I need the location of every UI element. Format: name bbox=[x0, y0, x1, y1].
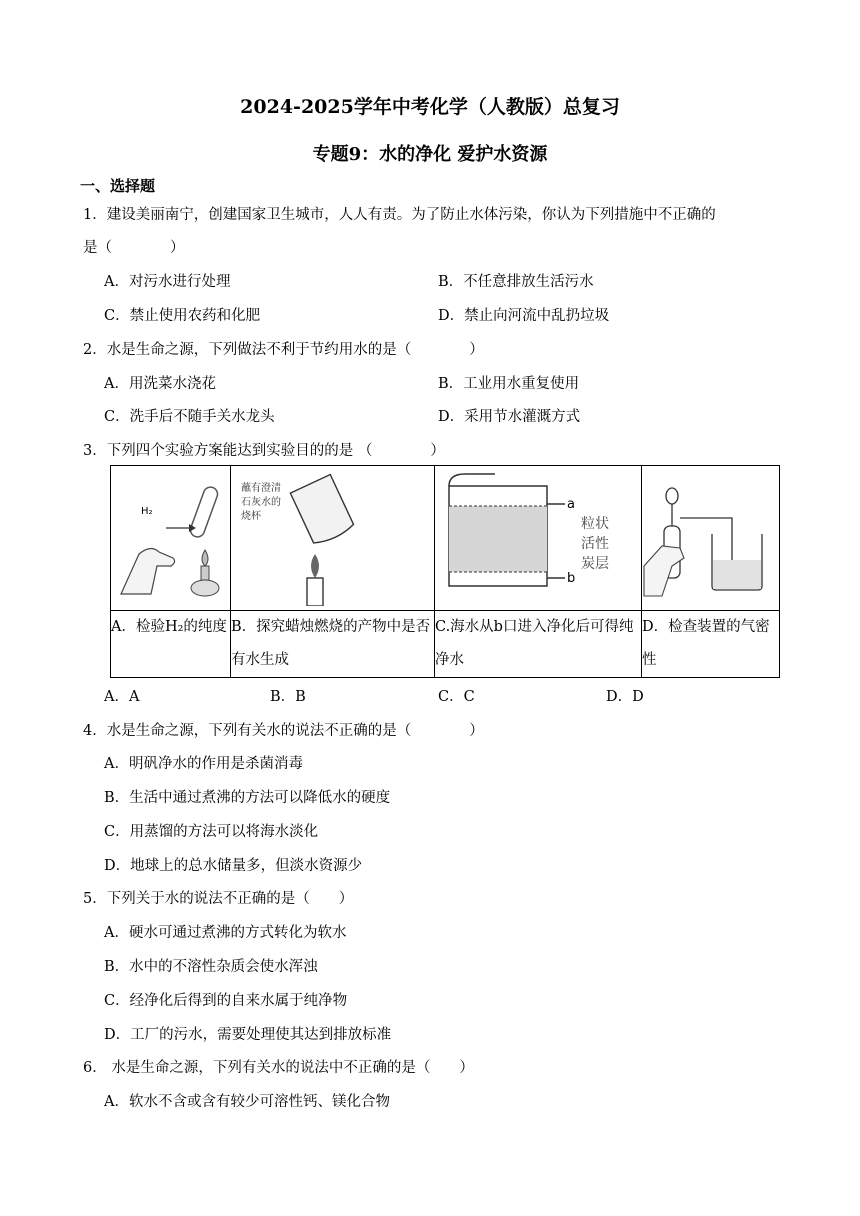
q3-option-d[interactable]: D．D bbox=[606, 689, 644, 705]
q2-option-a[interactable]: A．用洗菜水浇花 bbox=[104, 376, 216, 392]
q3-option-a[interactable]: A．A bbox=[104, 689, 140, 705]
h2-label: H₂ bbox=[141, 506, 153, 517]
carbon-filter-figure bbox=[435, 466, 641, 606]
carbon-label-1: 粒状 bbox=[581, 516, 609, 532]
q5-option-c[interactable]: C．经净化后得到的自来水属于纯净物 bbox=[104, 993, 348, 1009]
q4-option-b[interactable]: B．生活中通过煮沸的方法可以降低水的硬度 bbox=[104, 790, 391, 806]
question-3-text: 3．下列四个实验方案能达到实验目的的是 （ ） bbox=[83, 443, 445, 459]
figure-d-cell bbox=[642, 466, 780, 611]
q1-option-d[interactable]: D．禁止向河流中乱扔垃圾 bbox=[438, 308, 610, 324]
document-title: 2024-2025学年中考化学（人教版）总复习 bbox=[240, 96, 620, 118]
q4-option-c[interactable]: C．用蒸馏的方法可以将海水淡化 bbox=[104, 824, 319, 840]
candle-beaker-figure bbox=[231, 466, 434, 606]
caption-d: D．检查装置的气密性 bbox=[642, 611, 780, 678]
question-1-text-cont: 是（ ） bbox=[83, 240, 185, 256]
question-1-text: 1．建设美丽南宁，创建国家卫生城市，人人有责。为了防止水体污染，你认为下列措施中不正确的 bbox=[83, 207, 716, 223]
question-4-text: 4．水是生命之源，下列有关水的说法不正确的是（ ） bbox=[83, 723, 484, 739]
question-6-text: 6． 水是生命之源，下列有关水的说法中不正确的是（ ） bbox=[83, 1060, 474, 1076]
caption-b: B．探究蜡烛燃烧的产物中是否有水生成 bbox=[231, 611, 435, 678]
airtightness-figure bbox=[642, 466, 779, 606]
q2-option-b[interactable]: B．工业用水重复使用 bbox=[438, 376, 580, 392]
caption-c: C.海水从b口进入净化后可得纯净水 bbox=[435, 611, 642, 678]
question-2-text: 2．水是生命之源，下列做法不利于节约用水的是（ ） bbox=[83, 342, 484, 358]
q5-option-a[interactable]: A．硬水可通过煮沸的方式转化为软水 bbox=[104, 925, 347, 941]
beaker-label-2: 石灰水的 bbox=[241, 497, 281, 508]
q1-option-a[interactable]: A．对污水进行处理 bbox=[104, 274, 231, 290]
port-b-label: b bbox=[567, 571, 576, 586]
caption-a: A．检验H₂的纯度 bbox=[111, 611, 231, 678]
port-a-label: a bbox=[567, 497, 575, 512]
q1-option-c[interactable]: C．禁止使用农药和化肥 bbox=[104, 308, 261, 324]
carbon-label-3: 炭层 bbox=[581, 556, 609, 572]
figure-b-cell bbox=[231, 466, 435, 611]
q3-option-c[interactable]: C．C bbox=[438, 689, 475, 705]
carbon-label-2: 活性 bbox=[581, 536, 609, 552]
experiment-table bbox=[110, 465, 780, 678]
q5-option-b[interactable]: B．水中的不溶性杂质会使水浑浊 bbox=[104, 959, 318, 975]
h2-purity-test-figure bbox=[111, 466, 230, 606]
q4-option-a[interactable]: A．明矾净水的作用是杀菌消毒 bbox=[104, 756, 303, 772]
q4-option-d[interactable]: D．地球上的总水储量多，但淡水资源少 bbox=[104, 858, 363, 874]
q1-option-b[interactable]: B．不任意排放生活污水 bbox=[438, 274, 594, 290]
beaker-label-3: 烧杯 bbox=[241, 511, 261, 522]
beaker-label-1: 蘸有澄清 bbox=[241, 483, 281, 494]
q3-option-b[interactable]: B．B bbox=[270, 689, 306, 705]
q6-option-a[interactable]: A．软水不含或含有较少可溶性钙、镁化合物 bbox=[104, 1094, 390, 1110]
figure-c-cell bbox=[435, 466, 642, 611]
question-5-text: 5．下列关于水的说法不正确的是（ ） bbox=[83, 891, 354, 907]
q2-option-d[interactable]: D．采用节水灌溉方式 bbox=[438, 409, 581, 425]
figure-a-cell bbox=[111, 466, 231, 611]
section-heading: 一、选择题 bbox=[80, 177, 156, 195]
q5-option-d[interactable]: D．工厂的污水，需要处理使其达到排放标准 bbox=[104, 1027, 392, 1043]
q2-option-c[interactable]: C．洗手后不随手关水龙头 bbox=[104, 409, 275, 425]
document-subtitle: 专题9：水的净化 爱护水资源 bbox=[312, 144, 548, 165]
